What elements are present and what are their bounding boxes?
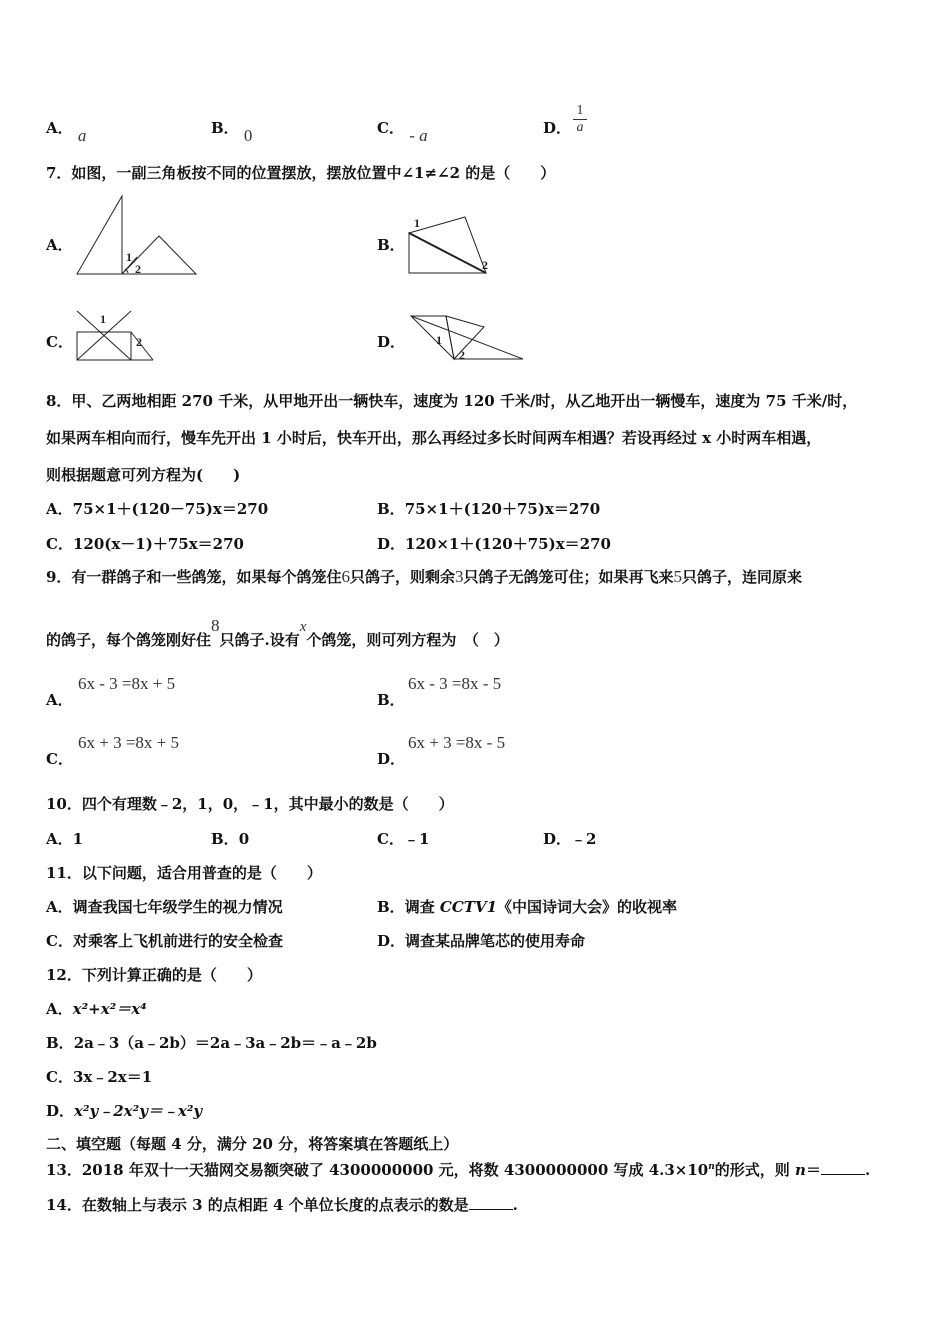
q13-pre: 13．2018 年双十一天猫网交易额突破了 4300000000 元，将数 4300000000 写成 4.3×10 <box>46 1161 709 1179</box>
q9-option-d-eq: 6x + 3 =8x - 5 <box>408 733 506 752</box>
q7-figure-a <box>75 195 200 277</box>
q7-c-angle2: 2 <box>136 335 142 349</box>
q8-option-b-text: 75×1＋(120＋75)x＝270 <box>404 500 601 518</box>
q12-option-c-text: 3x﹣2x＝1 <box>72 1068 153 1086</box>
q6-option-b-expr: 0 <box>243 126 253 145</box>
fraction-denominator: a <box>573 119 587 136</box>
q8-line3: 则根据题意可列方程为( ) <box>46 466 241 484</box>
q7-stem: 7．如图，一副三角板按不同的位置摆放，摆放位置中∠1≠∠2 的是（ ） <box>46 164 556 182</box>
q9-line2 <box>46 616 509 650</box>
q8-line1: 8．甲、乙两地相距 270 千米，从甲地开出一辆快车，速度为 120 千米/时，从乙地开出一辆慢车，速度为 75 千米/时， <box>46 392 858 410</box>
q13-exponent: n <box>708 1162 715 1172</box>
q9-l2-c: 个鸽笼，则可列方程为 （ ） <box>306 631 509 649</box>
q12-option-b-text: 2a﹣3（a﹣2b）＝2a﹣3a﹣2b＝﹣a﹣2b <box>73 1034 377 1052</box>
q12-option-d-label: D． <box>46 1102 75 1120</box>
q9-l1-b: 只鸽子，则剩余 <box>349 568 455 586</box>
q6-option-c-label: C． <box>377 119 404 137</box>
q6-option-b-label: B． <box>211 119 239 137</box>
q6-option-c <box>377 117 428 145</box>
q12-option-b-label: B． <box>46 1034 74 1052</box>
q8-option-a-text: 75×1＋(120－75)x＝270 <box>72 500 269 518</box>
q10-stem: 10．四个有理数﹣2，1，0，﹣1，其中最小的数是（ ） <box>46 795 454 813</box>
q6-option-d-label: D． <box>543 119 572 137</box>
q6-option-d <box>543 117 571 138</box>
q12-option-c <box>46 1066 152 1087</box>
q11-option-a <box>46 896 283 917</box>
q8-option-d-label: D． <box>377 535 406 553</box>
q7-c-angle1: 1 <box>100 312 106 326</box>
q12-option-a-label: A． <box>46 1000 73 1018</box>
q11-stem: 11．以下问题，适合用普查的是（ ） <box>46 864 322 882</box>
q7-option-c-label: C． <box>46 333 73 351</box>
q8-option-b <box>377 498 600 519</box>
q14-pre: 14．在数轴上与表示 3 的点相距 4 个单位长度的点表示的数是 <box>46 1196 469 1214</box>
q12-option-d-text: x²y﹣2x²y＝﹣x²y <box>74 1102 203 1120</box>
q11-option-b-label: B． <box>377 898 405 916</box>
q14-end: . <box>512 1196 518 1214</box>
q10-option-c-label: C． <box>377 830 404 848</box>
q9-n3: 5 <box>673 567 682 586</box>
q10-option-a <box>46 828 83 849</box>
section2-heading: 二、填空题（每题 4 分，满分 20 分，将答案填在答题纸上） <box>46 1135 459 1153</box>
q7-b-angle2: 2 <box>482 258 488 272</box>
q13-var: n <box>795 1161 806 1179</box>
q6-option-a-expr: a <box>77 126 87 145</box>
q14-text <box>46 1194 518 1215</box>
q9-var: x <box>299 619 307 635</box>
q9-n4: 8 <box>211 616 220 635</box>
q9-n2: 3 <box>454 567 464 586</box>
q8-line2: 如果两车相向而行，慢车先开出 1 小时后，快车开出，那么再经过多长时间两车相遇？若设再经过 x 小时两车相遇， <box>46 429 822 447</box>
q11-option-c-label: C． <box>46 932 73 950</box>
q13-text <box>46 1159 870 1180</box>
q9-l1-a: 9．有一群鸽子和一些鸽笼，如果每个鸽笼住 <box>46 568 342 586</box>
q8-option-a <box>46 498 268 519</box>
q7-a-angle1: 1 <box>126 250 132 264</box>
q10-option-d-label: D． <box>543 830 572 848</box>
q13-end: . <box>864 1161 871 1179</box>
q10-option-b-text: 0 <box>238 830 250 848</box>
q13-mid: 的形式，则 <box>714 1161 796 1179</box>
q8-option-c-text: 120(x－1)＋75x＝270 <box>72 535 244 553</box>
q11-option-b-pre: 调查 <box>404 898 440 916</box>
q9-l1-c: 只鸽子无鸽笼可住；如果再飞来 <box>463 568 674 586</box>
q9-l1-d: 只鸽子，连同原来 <box>681 568 802 586</box>
q9-option-b-label: B． <box>377 691 405 709</box>
q6-option-a <box>46 117 87 145</box>
q9-line1 <box>46 566 802 587</box>
q10-option-c-text: ﹣1 <box>403 830 430 848</box>
q14-answer-blank[interactable] <box>469 1197 513 1210</box>
q13-post: ＝ <box>805 1161 821 1179</box>
q11-option-c-text: 对乘客上飞机前进行的安全检查 <box>72 932 283 950</box>
q12-option-c-label: C． <box>46 1068 73 1086</box>
q11-option-a-text: 调查我国七年级学生的视力情况 <box>72 898 283 916</box>
q10-option-d-text: ﹣2 <box>571 830 597 848</box>
q12-stem: 12．下列计算正确的是（ ） <box>46 966 262 984</box>
q9-l2-a: 的鸽子，每个鸽笼刚好住 <box>46 631 212 649</box>
q11-option-d <box>377 930 585 951</box>
q10-option-c <box>377 828 429 849</box>
q8-option-b-label: B． <box>377 500 405 518</box>
q11-option-a-label: A． <box>46 898 73 916</box>
q10-option-d <box>543 828 596 849</box>
set-square-30-60 <box>77 196 122 274</box>
q7-d-angle1: 1 <box>436 333 442 347</box>
set-square-45 <box>122 236 196 274</box>
q11-option-d-text: 调查某品牌笔芯的使用寿命 <box>405 932 586 950</box>
q10-option-a-label: A． <box>46 830 73 848</box>
q8-option-d <box>377 533 611 554</box>
q8-option-c-label: C． <box>46 535 73 553</box>
q6-option-c-expr: - a <box>409 126 428 145</box>
q8-option-d-text: 120×1＋(120＋75)x＝270 <box>405 535 611 553</box>
q7-option-a-label: A． <box>46 236 73 254</box>
q12-option-a <box>46 998 147 1019</box>
q12-option-d <box>46 1100 202 1121</box>
q7-figure-d <box>406 310 526 364</box>
q7-a-angle2: 2 <box>135 262 141 276</box>
q9-option-b-eq: 6x - 3 =8x - 5 <box>408 674 502 693</box>
q7-figure-c <box>75 306 160 364</box>
q9-option-d-label: D． <box>377 750 406 768</box>
q10-option-b-label: B． <box>211 830 239 848</box>
q7-figure-b <box>406 214 496 276</box>
q7-b-angle1: 1 <box>414 216 420 230</box>
q10-option-a-text: 1 <box>72 830 84 848</box>
q7-option-b-label: B． <box>377 236 405 254</box>
q11-option-b-italic: CCTV1 <box>439 898 498 916</box>
q8-option-c <box>46 533 244 554</box>
q9-n1: 6 <box>341 567 350 586</box>
q11-option-d-label: D． <box>377 932 406 950</box>
q8-option-a-label: A． <box>46 500 73 518</box>
q6-option-a-label: A． <box>46 119 73 137</box>
q7-d-angle2: 2 <box>459 348 465 362</box>
q12-option-a-text: x²+x²＝x⁴ <box>72 1000 147 1018</box>
q9-option-a-eq: 6x - 3 =8x + 5 <box>78 674 176 693</box>
q7-option-d-label: D． <box>377 333 406 351</box>
q11-option-b <box>377 896 677 917</box>
q9-option-c-eq: 6x + 3 =8x + 5 <box>78 733 180 752</box>
fraction-numerator: 1 <box>576 103 584 118</box>
q13-answer-blank[interactable] <box>821 1162 865 1175</box>
q11-option-b-post: 《中国诗词大会》的收视率 <box>497 898 678 916</box>
q6-option-b <box>211 117 253 145</box>
q11-option-c <box>46 930 283 951</box>
q10-option-b <box>211 828 249 849</box>
q9-option-a-label: A． <box>46 691 73 709</box>
q9-option-c-label: C． <box>46 750 73 768</box>
q12-option-b <box>46 1032 377 1053</box>
q9-l2-b: 只鸽子.设有 <box>219 631 300 649</box>
q6-option-d-fraction <box>573 103 587 136</box>
